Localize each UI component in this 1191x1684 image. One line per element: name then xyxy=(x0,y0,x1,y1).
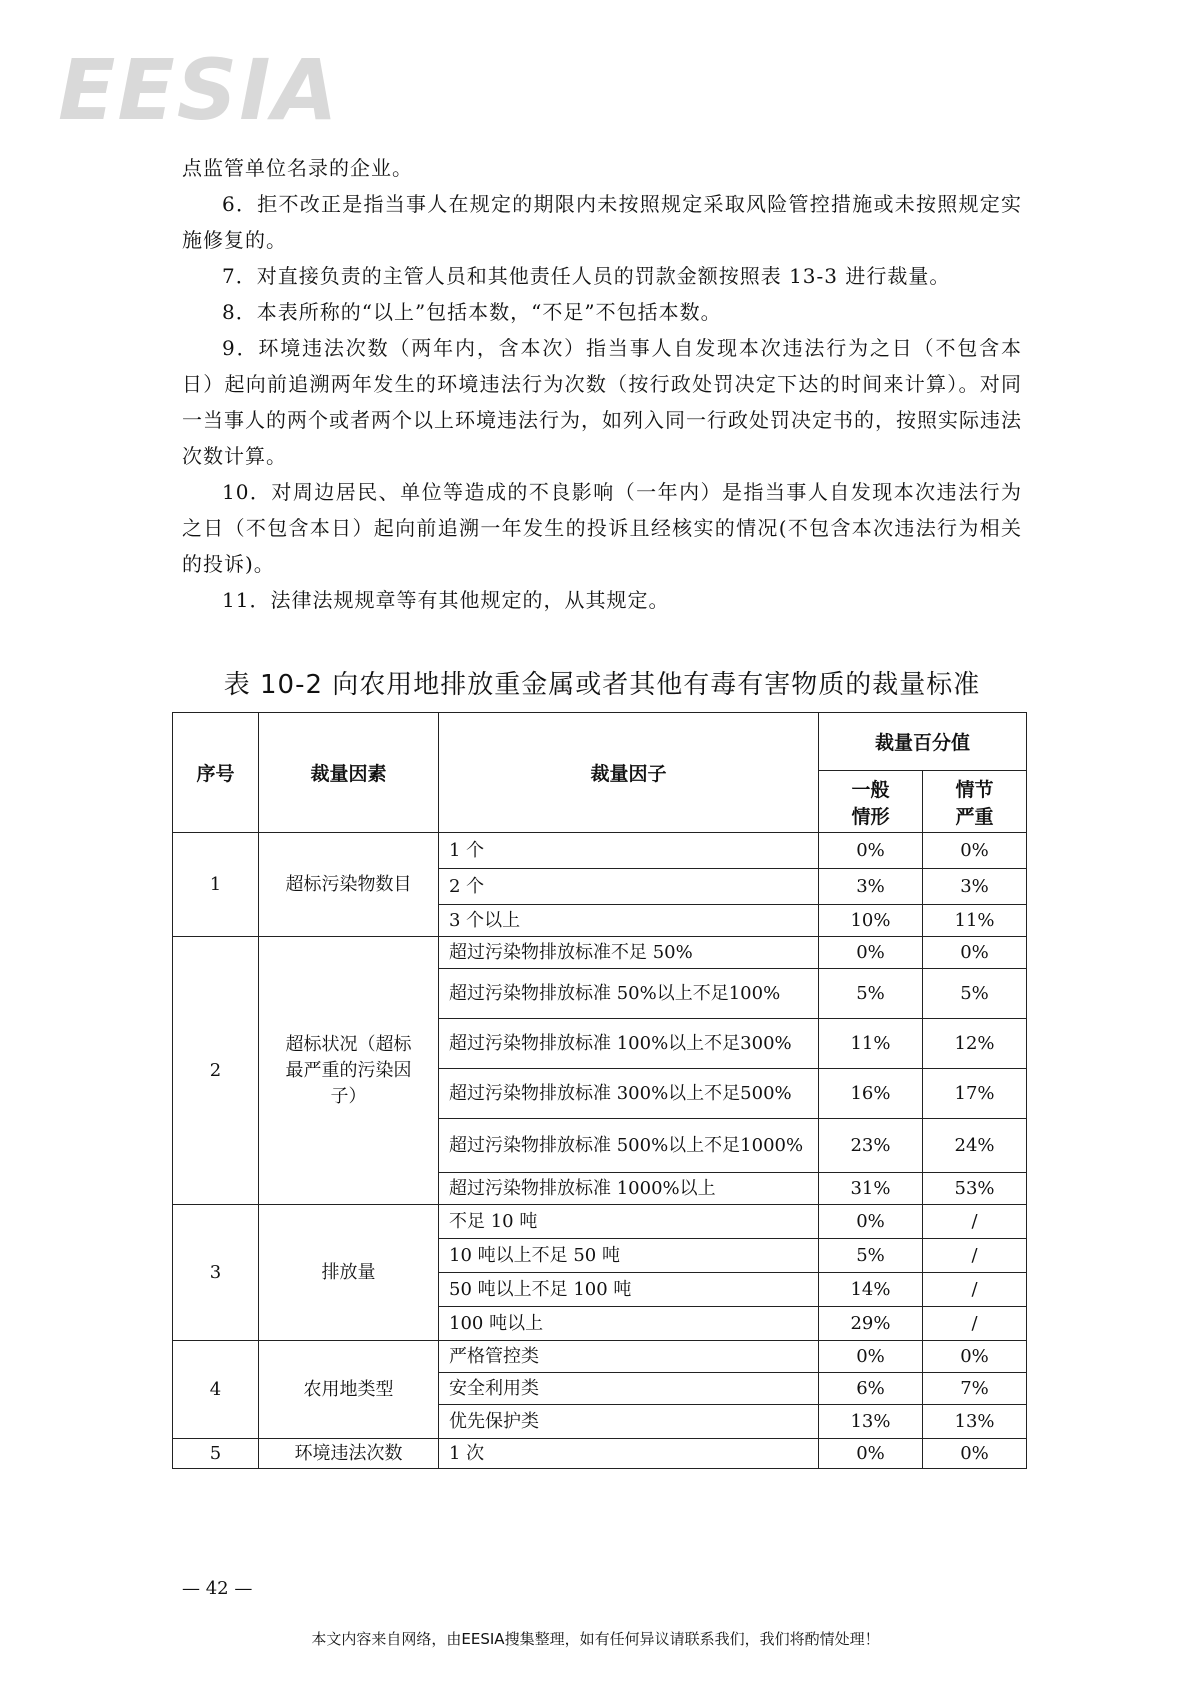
table-body xyxy=(173,833,1027,1469)
row-serious-value: 3% xyxy=(923,869,1027,905)
row-serious-value: 11% xyxy=(923,905,1027,937)
row-general-value: 11% xyxy=(819,1019,923,1069)
table-row xyxy=(173,833,1027,869)
row-general-value: 6% xyxy=(819,1373,923,1405)
footer-note: 本文内容来自网络，由EESIA搜集整理，如有任何异议请联系我们，我们将酌情处理！ xyxy=(311,1630,880,1648)
header-serious: 情节严重 xyxy=(923,771,1027,833)
row-general-value: 16% xyxy=(819,1069,923,1119)
paragraph: 10．对周边居民、单位等造成的不良影响（一年内）是指当事人自发现本次违法行为之日（不包含本日）起向前追溯一年发生的投诉且经核实的情况(不包含本次违法行为相关的投诉)。 xyxy=(182,480,1022,576)
row-serious-value: / xyxy=(923,1239,1027,1273)
row-general-value: 0% xyxy=(819,1439,923,1469)
row-general-value: 10% xyxy=(819,905,923,937)
row-factor: 超过污染物排放标准 500%以上不足1000% xyxy=(439,1119,819,1173)
table-row xyxy=(173,937,1027,969)
row-serious-value: 7% xyxy=(923,1373,1027,1405)
row-factor: 2 个 xyxy=(439,869,819,905)
row-serious-value: / xyxy=(923,1307,1027,1341)
row-serious-value: 17% xyxy=(923,1069,1027,1119)
row-serious-value: 12% xyxy=(923,1019,1027,1069)
row-general-value: 13% xyxy=(819,1405,923,1439)
row-seq: 1 xyxy=(173,833,259,937)
row-serious-value: 13% xyxy=(923,1405,1027,1439)
row-general-value: 0% xyxy=(819,1205,923,1239)
row-general-value: 5% xyxy=(819,1239,923,1273)
header-seq: 序号 xyxy=(173,713,259,833)
row-element: 农用地类型 xyxy=(259,1341,439,1439)
row-element: 超标状况（超标最严重的污染因子） xyxy=(259,937,439,1205)
page-number: — 42 — xyxy=(182,1578,253,1599)
row-serious-value: 5% xyxy=(923,969,1027,1019)
row-factor: 100 吨以上 xyxy=(439,1307,819,1341)
table-row xyxy=(173,1341,1027,1373)
row-element: 超标污染物数目 xyxy=(259,833,439,937)
row-general-value: 0% xyxy=(819,833,923,869)
row-factor: 超过污染物排放标准不足 50% xyxy=(439,937,819,969)
paragraph: 8．本表所称的“以上”包括本数，“不足”不包括本数。 xyxy=(222,300,722,324)
row-general-value: 0% xyxy=(819,1341,923,1373)
row-factor: 超过污染物排放标准 1000%以上 xyxy=(439,1173,819,1205)
table-row xyxy=(173,1439,1027,1469)
row-general-value: 31% xyxy=(819,1173,923,1205)
eesia-logo: EESIA xyxy=(58,41,340,139)
row-factor: 超过污染物排放标准 50%以上不足100% xyxy=(439,969,819,1019)
row-factor: 超过污染物排放标准 100%以上不足300% xyxy=(439,1019,819,1069)
row-seq: 2 xyxy=(173,937,259,1205)
row-serious-value: 0% xyxy=(923,937,1027,969)
row-seq: 5 xyxy=(173,1439,259,1469)
row-general-value: 5% xyxy=(819,969,923,1019)
paragraph: 7．对直接负责的主管人员和其他责任人员的罚款金额按照表 13-3 进行裁量。 xyxy=(222,264,951,288)
table-title: 表 10-2 向农用地排放重金属或者其他有毒有害物质的裁量标准 xyxy=(223,670,981,700)
row-general-value: 14% xyxy=(819,1273,923,1307)
row-serious-value: 0% xyxy=(923,1341,1027,1373)
row-factor: 严格管控类 xyxy=(439,1341,819,1373)
row-factor: 优先保护类 xyxy=(439,1405,819,1439)
row-general-value: 0% xyxy=(819,937,923,969)
header-element: 裁量因素 xyxy=(259,713,439,833)
row-general-value: 3% xyxy=(819,869,923,905)
body-text xyxy=(182,150,1022,618)
row-serious-value: / xyxy=(923,1273,1027,1307)
row-factor: 不足 10 吨 xyxy=(439,1205,819,1239)
row-factor: 1 个 xyxy=(439,833,819,869)
row-serious-value: 0% xyxy=(923,1439,1027,1469)
row-factor: 1 次 xyxy=(439,1439,819,1469)
row-seq: 4 xyxy=(173,1341,259,1439)
row-factor: 安全利用类 xyxy=(439,1373,819,1405)
row-general-value: 29% xyxy=(819,1307,923,1341)
row-serious-value: 0% xyxy=(923,833,1027,869)
header-factor: 裁量因子 xyxy=(439,713,819,833)
row-seq: 3 xyxy=(173,1205,259,1341)
row-serious-value: 24% xyxy=(923,1119,1027,1173)
paragraph: 9．环境违法次数（两年内，含本次）指当事人自发现本次违法行为之日（不包含本日）起向前追溯两年发生的环境违法行为次数（按行政处罚决定下达的时间来计算）。对同一当事人的两个或者两个以上环境违法行为，如列入同一行政处罚决定书的，按照实际违法次数计算。 xyxy=(182,336,1022,468)
row-general-value: 23% xyxy=(819,1119,923,1173)
header-percent: 裁量百分值 xyxy=(819,713,1027,771)
row-factor: 50 吨以上不足 100 吨 xyxy=(439,1273,819,1307)
table-row xyxy=(173,1205,1027,1239)
row-serious-value: 53% xyxy=(923,1173,1027,1205)
paragraph: 11．法律法规规章等有其他规定的，从其规定。 xyxy=(222,588,670,612)
row-element: 排放量 xyxy=(259,1205,439,1341)
row-factor: 3 个以上 xyxy=(439,905,819,937)
paragraph: 6．拒不改正是指当事人在规定的期限内未按照规定采取风险管控措施或未按照规定实施修复的。 xyxy=(182,192,1022,252)
row-factor: 10 吨以上不足 50 吨 xyxy=(439,1239,819,1273)
paragraph: 点监管单位名录的企业。 xyxy=(182,156,413,180)
row-element: 环境违法次数 xyxy=(259,1439,439,1469)
header-general: 一般情形 xyxy=(819,771,923,833)
row-serious-value: / xyxy=(923,1205,1027,1239)
standard-table xyxy=(172,712,1027,1469)
row-factor: 超过污染物排放标准 300%以上不足500% xyxy=(439,1069,819,1119)
